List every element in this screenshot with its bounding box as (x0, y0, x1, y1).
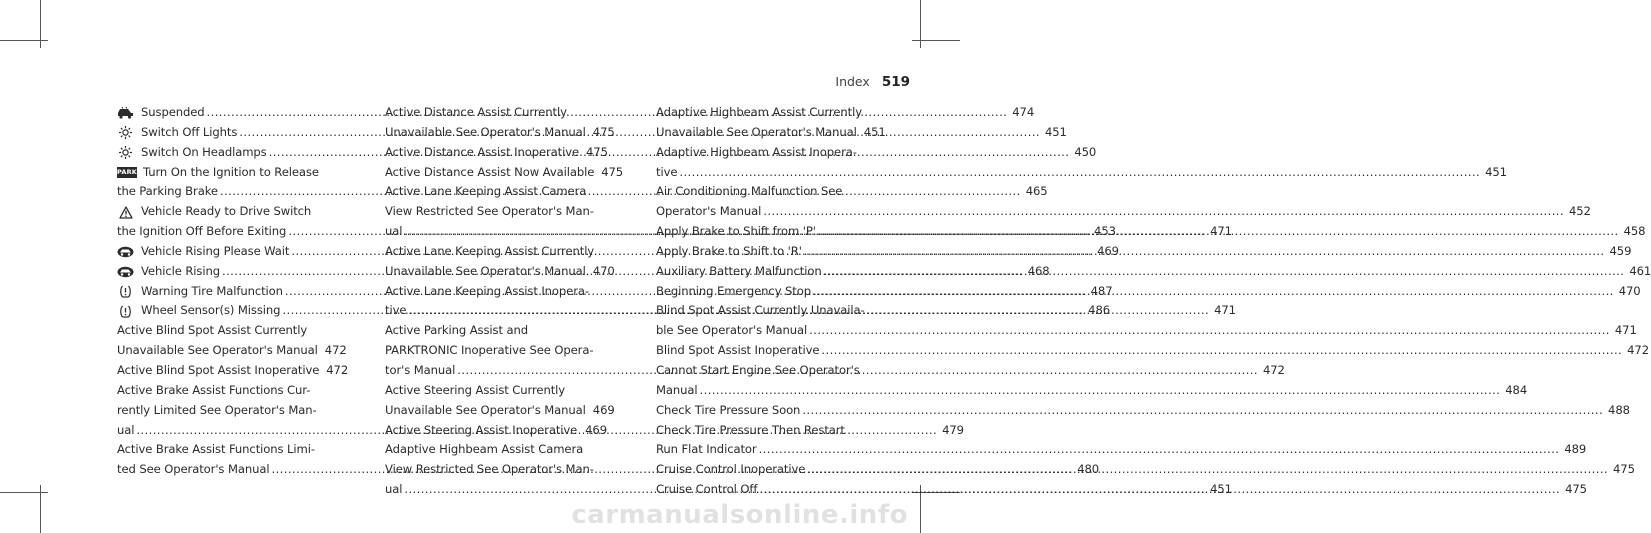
entry-text: ble See Operator's Manual (656, 323, 808, 338)
entry-page: 475 (601, 164, 624, 179)
entry-text: tor's Manual (385, 362, 456, 377)
entry-text: the Ignition Off Before Exiting (117, 224, 287, 239)
entry-text: View Restricted See Operator's Man- (385, 462, 594, 477)
index-entry (385, 123, 615, 143)
entry-text: Adaptive Highbeam Assist Inopera- (656, 144, 857, 159)
index-entry (385, 401, 615, 421)
entry-page: 451 (1210, 482, 1232, 497)
entry-text: Unavailable See Operator's Manual (656, 124, 857, 139)
entry-page: 470 (1618, 283, 1641, 298)
index-entry (117, 361, 349, 381)
entry-text: Active Lane Keeping Assist Currently (385, 243, 595, 258)
entry-page: 469 (1097, 243, 1119, 258)
entry-text: Active Blind Spot Assist Inoperative (117, 362, 320, 377)
entry-page: 469 (592, 402, 615, 417)
entry-page: 459 (1609, 243, 1632, 258)
index-entry (117, 401, 339, 421)
entry-page: 458 (1623, 224, 1646, 239)
crop-mark (0, 492, 48, 493)
entry-page: 461 (1629, 263, 1651, 278)
entry-text: ual (385, 224, 403, 239)
entry-text: the Parking Brake (117, 184, 218, 199)
index-entry (385, 103, 607, 123)
entry-page: 475 (1613, 462, 1635, 477)
entry-text: Unavailable See Operator's Manual (117, 343, 318, 358)
entry-page: 468 (1027, 263, 1050, 278)
index-entry (656, 381, 1528, 401)
entry-page: 465 (1025, 184, 1048, 199)
entry-text: Cannot Start Engine See Operator's (656, 362, 860, 377)
entry-text: Cruise Control Off (656, 482, 758, 497)
entry-text: Warning Tire Malfunction (141, 283, 283, 298)
index-entry (656, 401, 1630, 421)
car-suspension-icon (117, 106, 134, 119)
index-entry (385, 202, 607, 222)
entry-page: 472 (324, 343, 347, 358)
watermark: carmanualsonline.info (571, 500, 908, 530)
entry-text: Adaptive Highbeam Assist Currently (656, 105, 862, 119)
entry-text: ual (117, 422, 135, 437)
index-entry (656, 301, 878, 321)
park-box-icon: PARK (117, 167, 137, 178)
entry-text: Active Brake Assist Functions Limi- (117, 442, 315, 457)
entry-text: Active Parking Assist and (385, 323, 529, 338)
tire-pressure-icon (117, 305, 134, 318)
index-entry (385, 460, 607, 480)
dot-leader (239, 123, 1040, 143)
dot-leader (809, 321, 1610, 341)
entry-page: 479 (942, 422, 964, 437)
entry-text: Check Tire Pressure Soon (656, 402, 801, 417)
entry-page: 450 (1074, 144, 1097, 159)
index-entry (656, 341, 1649, 361)
page-number: 519 (881, 74, 910, 90)
entry-page: 451 (863, 124, 886, 139)
entry-page: 484 (1505, 382, 1528, 397)
index-entry (656, 163, 1507, 183)
index-entry (656, 202, 1591, 222)
entry-page: 474 (1012, 105, 1035, 119)
entry-text: ual (385, 482, 403, 497)
entry-text: rently Limited See Operator's Man- (117, 402, 317, 417)
index-entry (117, 440, 339, 460)
entry-page: 475 (586, 144, 608, 159)
dot-leader (759, 480, 1560, 500)
entry-text: Blind Spot Assist Currently Unavaila- (656, 303, 865, 318)
entry-text: Active Distance Assist Now Available (385, 164, 595, 179)
warning-triangle-icon (117, 206, 134, 219)
entry-text: Vehicle Rising (141, 263, 220, 278)
car-level-icon (117, 265, 134, 278)
index-entry (656, 103, 878, 123)
index-entry (656, 182, 878, 202)
light-sun-icon (117, 146, 134, 159)
entry-page: 453 (1094, 224, 1116, 239)
entry-text: Apply Brake to Shift to 'R' (656, 243, 802, 258)
index-entry (385, 163, 624, 183)
entry-text: Suspended (141, 105, 205, 119)
index-entry (117, 202, 339, 222)
entry-page: 452 (1568, 204, 1591, 219)
dot-leader (818, 222, 1619, 242)
dot-leader (821, 341, 1622, 361)
dot-leader (700, 381, 1501, 401)
dot-leader (807, 460, 1608, 480)
entry-page: 472 (1627, 343, 1649, 358)
entry-text: Blind Spot Assist Inoperative (656, 343, 820, 358)
entry-text: Operator's Manual (656, 204, 762, 219)
entry-text: View Restricted See Operator's Man- (385, 204, 594, 219)
entry-text: Adaptive Highbeam Assist Camera (385, 442, 584, 457)
dot-leader (579, 421, 580, 441)
entry-text: Unavailable See Operator's Manual (385, 402, 586, 417)
dot-leader (679, 163, 1480, 183)
entry-text: Active Steering Assist Currently (385, 382, 566, 397)
dot-leader (824, 262, 1625, 282)
entry-page: 470 (592, 263, 615, 278)
dot-leader (759, 440, 1560, 460)
entry-text: Vehicle Ready to Drive Switch (141, 204, 312, 219)
entry-page: 475 (1565, 482, 1587, 497)
index-entry (117, 321, 339, 341)
index-entry (117, 341, 347, 361)
entry-text: Wheel Sensor(s) Missing (141, 303, 281, 318)
entry-text: Unavailable See Operator's Manual (385, 263, 586, 278)
dot-leader (813, 282, 1614, 302)
entry-page: 471 (1614, 323, 1637, 338)
dot-leader (763, 202, 1564, 222)
index-entry (656, 143, 878, 163)
index-entry (656, 421, 878, 441)
entry-text: Run Flat Indicator (656, 442, 757, 457)
entry-page: 471 (1210, 224, 1232, 239)
entry-text: Cruise Control Inoperative (656, 462, 806, 477)
entry-text: tive (656, 164, 678, 179)
index-entry (656, 361, 878, 381)
index-entry (385, 282, 607, 302)
entry-text: ted See Operator's Manual (117, 462, 270, 477)
entry-page: 486 (1088, 303, 1111, 318)
index-entry (385, 242, 607, 262)
light-sun-icon (117, 126, 134, 139)
index-entry (385, 440, 607, 460)
entry-page: 487 (1090, 283, 1113, 298)
index-entry (385, 262, 615, 282)
entry-text: Unavailable See Operator's Manual (385, 124, 586, 139)
entry-text: Active Lane Keeping Assist Camera (385, 184, 587, 199)
entry-page: 488 (1608, 402, 1630, 417)
entry-page: 472 (326, 362, 349, 377)
index-entry (385, 182, 607, 202)
index-entry (117, 163, 339, 183)
entry-text: Switch On Headlamps (141, 144, 267, 159)
entry-page: 471 (1214, 303, 1236, 318)
entry-page: 480 (1077, 462, 1100, 477)
index-entry (117, 381, 339, 401)
section-title: Index (835, 74, 870, 89)
entry-text: Vehicle Rising Please Wait (141, 243, 290, 258)
crop-mark (0, 40, 48, 41)
entry-text: Manual (656, 382, 698, 397)
entry-page: 451 (1045, 124, 1067, 139)
car-level-icon (117, 245, 134, 258)
page-header (835, 74, 910, 90)
entry-text: Beginning Emergency Stop (656, 283, 812, 298)
entry-text: Turn On the Ignition to Release (143, 164, 319, 179)
entry-text: Check Tire Pressure Then Restart (656, 422, 845, 437)
entry-page: 469 (585, 422, 607, 437)
crop-mark (912, 40, 960, 41)
index-entry (385, 321, 607, 341)
entry-page: 489 (1564, 442, 1587, 457)
index-entry (385, 143, 607, 163)
entry-text: Active Distance Assist Inoperative (385, 144, 580, 159)
entry-text: Active Blind Spot Assist Currently (117, 323, 308, 338)
entry-text: PARKTRONIC Inoperative See Opera- (385, 343, 594, 358)
entry-text: Active Distance Assist Currently (385, 105, 567, 119)
entry-text: Air Conditioning Malfunction See (656, 184, 843, 199)
entry-text: tive (385, 303, 407, 318)
entry-text: Active Steering Assist Inoperative (385, 422, 578, 437)
entry-page: 475 (592, 124, 615, 139)
index-entry (385, 341, 607, 361)
index-entry (656, 440, 1587, 460)
dot-leader (220, 182, 1021, 202)
entry-page: 451 (1485, 164, 1507, 179)
index-entry (385, 381, 607, 401)
index-entry (385, 421, 607, 441)
index-entry (656, 321, 1637, 341)
entry-text: Active Lane Keeping Assist Inopera- (385, 283, 589, 298)
index-entry (656, 123, 886, 143)
dot-leader (802, 401, 1603, 421)
entry-text: Auxiliary Battery Malfunction (656, 263, 822, 278)
entry-text: Active Brake Assist Functions Cur- (117, 382, 311, 397)
entry-text: Apply Brake to Shift from 'P' (656, 224, 816, 239)
entry-page: 472 (1262, 362, 1285, 377)
tire-pressure-icon (117, 285, 134, 298)
entry-text: Switch Off Lights (141, 124, 238, 139)
dot-leader (804, 242, 1605, 262)
